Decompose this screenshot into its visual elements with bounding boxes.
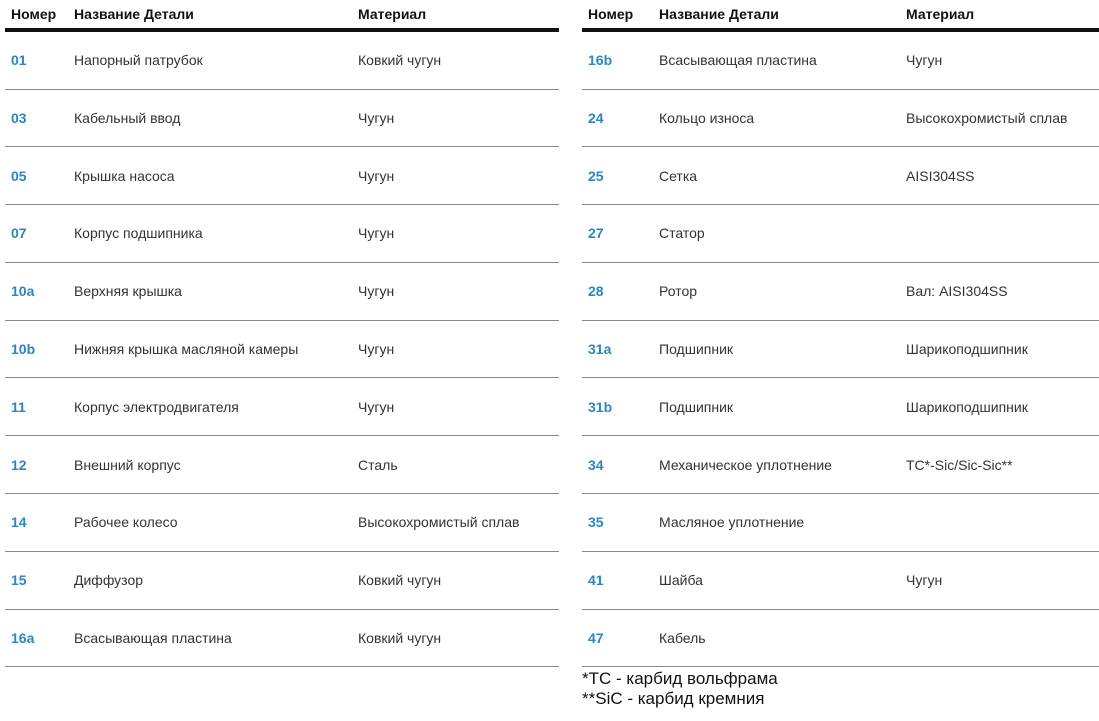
part-material: Сталь	[352, 436, 559, 494]
part-name: Кабельный ввод	[68, 89, 352, 147]
part-number: 28	[582, 262, 653, 320]
header-material: Материал	[900, 0, 1099, 30]
table-row	[5, 320, 559, 378]
table-row	[582, 89, 1099, 147]
part-name: Напорный патрубок	[68, 30, 352, 89]
parts-table-left	[5, 0, 559, 667]
part-number: 03	[5, 89, 68, 147]
part-material: Ковкий чугун	[352, 609, 559, 667]
part-material: Чугун	[352, 147, 559, 205]
part-number: 01	[5, 30, 68, 89]
part-name: Всасывающая пластина	[68, 609, 352, 667]
table-row	[582, 436, 1099, 494]
parts-table-right	[582, 0, 1099, 667]
table-row	[582, 320, 1099, 378]
footnote-sic: **SiC - карбид кремния	[582, 689, 765, 708]
table-row	[582, 378, 1099, 436]
part-number: 31b	[582, 378, 653, 436]
part-material: Чугун	[900, 551, 1099, 609]
part-material: Высокохромистый сплав	[352, 494, 559, 552]
part-material: TC*-Sic/Sic-Sic**	[900, 436, 1099, 494]
table-row	[5, 494, 559, 552]
part-name: Подшипник	[653, 378, 900, 436]
header-part-name: Название Детали	[653, 0, 900, 30]
part-number: 12	[5, 436, 68, 494]
part-name: Крышка насоса	[68, 147, 352, 205]
table-row	[5, 609, 559, 667]
footnotes	[582, 669, 778, 709]
table-header-row	[582, 0, 1099, 30]
part-name: Корпус электродвигателя	[68, 378, 352, 436]
part-number: 10a	[5, 262, 68, 320]
table-row	[5, 551, 559, 609]
footnote-tc: *TC - карбид вольфрама	[582, 669, 778, 688]
part-material	[900, 494, 1099, 552]
part-number: 27	[582, 205, 653, 263]
part-material: Ковкий чугун	[352, 30, 559, 89]
part-name: Сетка	[653, 147, 900, 205]
part-name: Внешний корпус	[68, 436, 352, 494]
part-number: 16a	[5, 609, 68, 667]
part-number: 07	[5, 205, 68, 263]
part-number: 24	[582, 89, 653, 147]
table-row	[582, 205, 1099, 263]
table-row	[5, 205, 559, 263]
header-material: Материал	[352, 0, 559, 30]
part-material: Чугун	[352, 89, 559, 147]
part-name: Диффузор	[68, 551, 352, 609]
part-material: Ковкий чугун	[352, 551, 559, 609]
part-name: Кольцо износа	[653, 89, 900, 147]
part-number: 15	[5, 551, 68, 609]
part-name: Масляное уплотнение	[653, 494, 900, 552]
header-number: Номер	[582, 0, 653, 30]
part-name: Всасывающая пластина	[653, 30, 900, 89]
part-number: 25	[582, 147, 653, 205]
part-number: 16b	[582, 30, 653, 89]
part-name: Механическое уплотнение	[653, 436, 900, 494]
table-row	[582, 147, 1099, 205]
table-row	[5, 378, 559, 436]
table-row	[5, 89, 559, 147]
part-material: Чугун	[352, 320, 559, 378]
part-number: 31a	[582, 320, 653, 378]
part-number: 14	[5, 494, 68, 552]
part-material: AISI304SS	[900, 147, 1099, 205]
part-number: 47	[582, 609, 653, 667]
part-material: Чугун	[900, 30, 1099, 89]
part-number: 34	[582, 436, 653, 494]
part-number: 10b	[5, 320, 68, 378]
part-material: Чугун	[352, 205, 559, 263]
part-number: 11	[5, 378, 68, 436]
table-row	[582, 494, 1099, 552]
part-material	[900, 205, 1099, 263]
table-header-row	[5, 0, 559, 30]
table-row	[582, 551, 1099, 609]
table-row	[5, 436, 559, 494]
part-name: Верхняя крышка	[68, 262, 352, 320]
part-name: Подшипник	[653, 320, 900, 378]
part-number: 35	[582, 494, 653, 552]
part-name: Кабель	[653, 609, 900, 667]
table-row	[582, 30, 1099, 89]
table-row	[582, 262, 1099, 320]
part-material: Вал: AISI304SS	[900, 262, 1099, 320]
part-material: Чугун	[352, 262, 559, 320]
part-material: Шарикоподшипник	[900, 378, 1099, 436]
part-name: Статор	[653, 205, 900, 263]
part-material	[900, 609, 1099, 667]
part-name: Шайба	[653, 551, 900, 609]
part-material: Шарикоподшипник	[900, 320, 1099, 378]
table-row	[5, 262, 559, 320]
header-number: Номер	[5, 0, 68, 30]
part-number: 41	[582, 551, 653, 609]
part-material: Чугун	[352, 378, 559, 436]
part-material: Высокохромистый сплав	[900, 89, 1099, 147]
part-name: Корпус подшипника	[68, 205, 352, 263]
part-name: Рабочее колесо	[68, 494, 352, 552]
table-row	[5, 147, 559, 205]
part-name: Ротор	[653, 262, 900, 320]
part-number: 05	[5, 147, 68, 205]
table-row	[582, 609, 1099, 667]
header-part-name: Название Детали	[68, 0, 352, 30]
table-row	[5, 30, 559, 89]
part-name: Нижняя крышка масляной камеры	[68, 320, 352, 378]
